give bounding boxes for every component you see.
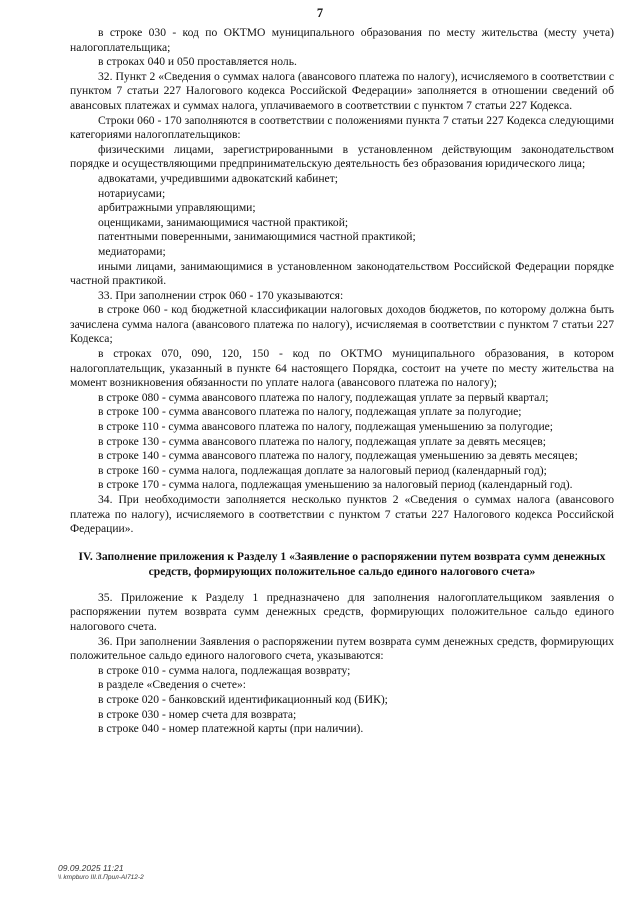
list-item: в строке 030 - номер счета для возврата; xyxy=(98,707,297,721)
list-item: в разделе «Сведения о счете»: xyxy=(98,678,246,692)
page-number: 7 xyxy=(316,6,324,20)
list-item: в строках 070, 090, 120, 150 - код по ОКТМО муниципального образования, в котором налогоплательщик, указанный в пункте 64 настоящего Порядка, состоит на учете по месту жительства на момент возникновения обязанности по уплате налога (авансового платежа по налогу); xyxy=(70,347,614,390)
list-item: в строке 110 - сумма авансового платежа по налогу, подлежащая уменьшению за полугодие; xyxy=(98,420,554,434)
list-item: иными лицами, занимающимися в установленном законодательством Российской Федерации порядке частной практикой. xyxy=(70,259,614,288)
list-item: адвокатами, учредившими адвокатский кабинет; xyxy=(98,171,338,185)
list-item: в строке 060 - код бюджетной классификации налоговых доходов бюджетов, по которому должна быть зачислена сумма налога (авансового платежа по налогу), исчисляемая в соответствии с пунктом 7 статьи 227 Кодекса; xyxy=(70,303,614,346)
list-item: в строке 080 - сумма авансового платежа по налогу, подлежащая уплате за первый квартал; xyxy=(98,390,549,404)
paragraph-34: 34. При необходимости заполняется несколько пунктов 2 «Сведения о суммах налога (авансового платежа по налогу), исчисляемого в соответствии с пунктом 7 статьи 227 Налогового кодекса Российской Федерации». xyxy=(70,493,614,536)
list-item: в строке 100 - сумма авансового платежа по налогу, подлежащая уплате за полугодие; xyxy=(98,405,522,419)
footer-path: \\ kmpburo III.II.Прил-АI712-2 xyxy=(58,874,144,881)
footer-date: 09.09.2025 11:21 xyxy=(58,863,124,873)
paragraph-32: 32. Пункт 2 «Сведения о суммах налога (авансового платежа по налогу), исчисляемого в соответствии с пунктом 7 статьи 227 Налогового кодекса Российской Федерации» заполняется в отношении сведений об авансовых платежах и суммах налога, уплачиваемого в соответствии с пунктом 7 статьи 227 Кодекса. xyxy=(70,69,614,112)
section-heading: IV. Заполнение приложения к Разделу 1 «Заявление о распоряжении путем возврата сумм денежных средств, формирующих положительное сальдо единого налогового счета» xyxy=(78,549,606,578)
list-item: медиаторами; xyxy=(98,244,166,258)
footer xyxy=(58,863,144,883)
paragraph: в строках 040 и 050 проставляется ноль. xyxy=(98,55,297,69)
paragraph: в строке 030 - код по ОКТМО муниципального образования по месту жительства (месту учета) налогоплательщика; xyxy=(70,26,614,54)
paragraph: Строки 060 - 170 заполняются в соответствии с положениями пункта 7 статьи 227 Кодекса следующими категориями налогоплательщиков: xyxy=(70,113,614,142)
list-item: в строке 130 - сумма авансового платежа по налогу, подлежащая уплате за девять месяцев; xyxy=(98,434,546,448)
document-body xyxy=(70,26,614,737)
spacer xyxy=(70,537,614,549)
list-item: в строке 040 - номер платежной карты (при наличии). xyxy=(98,722,364,736)
list-item: в строке 140 - сумма авансового платежа по налогу, подлежащая уменьшению за девять месяцев; xyxy=(98,449,578,463)
spacer xyxy=(70,579,614,591)
list-item: в строке 160 - сумма налога, подлежащая доплате за налоговый период (календарный год); xyxy=(98,463,547,477)
list-item: патентными поверенными, занимающимися частной практикой; xyxy=(98,230,416,244)
list-item: в строке 010 - сумма налога, подлежащая возврату; xyxy=(98,663,351,677)
list-item: оценщиками, занимающимися частной практикой; xyxy=(98,215,349,229)
list-item: в строке 020 - банковский идентификационный код (БИК); xyxy=(98,692,388,706)
list-item: арбитражными управляющими; xyxy=(98,201,256,215)
list-item: физическими лицами, зарегистрированными в установленном действующим законодательством порядке и осуществляющими предпринимательскую деятельность без образования юридического лица; xyxy=(70,142,614,171)
paragraph-36: 36. При заполнении Заявления о распоряжении путем возврата сумм денежных средств, формирующих положительное сальдо единого налогового счета, указываются: xyxy=(70,634,614,663)
list-item: в строке 170 - сумма налога, подлежащая уменьшению за налоговый период (календарный год). xyxy=(98,478,573,492)
list-item: нотариусами; xyxy=(98,186,166,200)
paragraph-33: 33. При заполнении строк 060 - 170 указываются: xyxy=(98,288,344,302)
paragraph-35: 35. Приложение к Разделу 1 предназначено для заполнения налогоплательщиком заявления о распоряжении путем возврата сумм денежных средств, формирующих положительное сальдо единого налогового счета. xyxy=(70,590,614,633)
